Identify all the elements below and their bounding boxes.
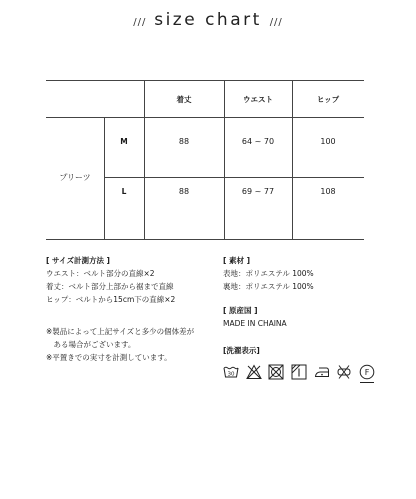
m-waist-value: 64 ~ 70: [241, 137, 275, 146]
origin-value: MADE IN CHAINA: [223, 319, 287, 328]
measure-line-waist: ウエスト：ベルト部分の直線×2: [46, 269, 155, 278]
dry-clean-underline: [360, 382, 374, 383]
m-hip-value: 100: [320, 137, 336, 146]
line-dry-shade-icon: [291, 364, 307, 380]
size-chart-title: [0, 10, 416, 30]
disclaimer-section: [46, 325, 216, 364]
disclaimer-line-1: ※製品によって上記サイズと多少の個体差が: [46, 327, 195, 336]
origin-section: [223, 304, 383, 330]
material-section: [223, 254, 383, 293]
header-waist: ウエスト: [243, 95, 273, 104]
iron-low-icon: [314, 364, 330, 380]
l-waist-value: 69 ~ 77: [241, 187, 275, 196]
material-lining: 裏地：ポリエステル 100%: [223, 282, 314, 291]
table-border-top: [46, 80, 364, 81]
l-hip-value: 108: [320, 187, 336, 196]
care-section: [223, 344, 403, 357]
material-outer: 表地：ポリエステル 100%: [223, 269, 314, 278]
disclaimer-line-3: ※平置きでの実寸を計測しています。: [46, 353, 172, 362]
no-tumble-dry-icon: [268, 364, 284, 380]
care-heading: [洗濯表示]: [223, 346, 260, 355]
l-length-value: 88: [178, 187, 190, 196]
measure-line-length: 着丈：ベルト部分上部から裾まで直線: [46, 282, 174, 291]
wash-temp-label: 30: [227, 371, 235, 378]
m-length-value: 88: [178, 137, 190, 146]
material-heading: [ 素材 ]: [223, 256, 251, 265]
size-label-l: L: [121, 187, 127, 196]
dry-clean-f-icon: [359, 364, 375, 380]
table-row-divider: [104, 177, 364, 178]
no-wring-icon: [336, 364, 352, 380]
table-header-divider: [46, 117, 364, 118]
header-hip: ヒップ: [316, 95, 340, 104]
measure-line-hip: ヒップ：ベルトから15cm下の直線×2: [46, 295, 176, 304]
measure-section: [46, 254, 216, 306]
origin-heading: [ 原産国 ]: [223, 306, 258, 315]
care-icons: [223, 364, 403, 384]
size-table: [46, 80, 364, 240]
size-label-m: M: [120, 137, 128, 146]
title-right-marks: ///: [269, 17, 283, 28]
title-text: size chart: [154, 10, 262, 30]
table-border-bottom: [46, 239, 364, 240]
table-col-divider-1: [104, 117, 105, 239]
disclaimer-line-2: ある場合がございます。: [46, 340, 136, 349]
measure-heading: [ サイズ計測方法 ]: [46, 256, 110, 265]
title-left-marks: ///: [133, 17, 147, 28]
dry-clean-label: F: [364, 368, 370, 377]
header-length: 着丈: [176, 95, 192, 104]
wash-30-icon: [223, 364, 239, 380]
no-bleach-icon: [246, 364, 262, 380]
group-label: プリーツ: [59, 173, 91, 182]
